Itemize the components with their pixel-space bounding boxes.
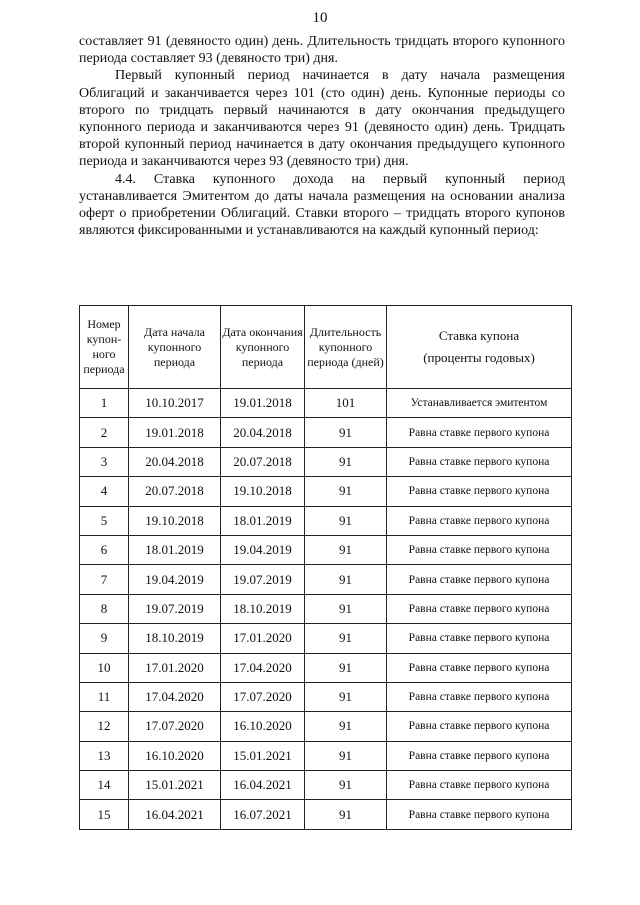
duration-cell: 91 (305, 477, 387, 506)
header-coupon-rate (387, 306, 572, 389)
coupon-rate-cell: Равна ставке первого купона (387, 741, 572, 770)
period-number-cell: 11 (80, 682, 129, 711)
start-date-cell: 16.04.2021 (129, 800, 221, 829)
start-date-cell: 16.10.2020 (129, 741, 221, 770)
period-number-cell: 10 (80, 653, 129, 682)
table-row (80, 712, 572, 741)
duration-cell: 91 (305, 418, 387, 447)
table-body (80, 389, 572, 830)
duration-cell: 91 (305, 565, 387, 594)
table-row (80, 771, 572, 800)
table-row (80, 535, 572, 564)
end-date-cell: 18.01.2019 (221, 506, 305, 535)
paragraph-coupon-rate: 4.4. Ставка купонного дохода на первый купонный период устанавливается Эмитентом до даты начала размещения на основании анализа оферт о приобретении Облигаций. Ставки второго – тридцать второго купонов являются фиксированными и устанавливаются на каждый купонный период: (79, 171, 565, 239)
header-duration: Длительность купонного периода (дней) (305, 306, 387, 389)
duration-cell: 91 (305, 712, 387, 741)
start-date-cell: 18.01.2019 (129, 535, 221, 564)
period-number-cell: 9 (80, 624, 129, 653)
duration-cell: 101 (305, 389, 387, 418)
table-row (80, 682, 572, 711)
end-date-cell: 18.10.2019 (221, 594, 305, 623)
coupon-rate-cell: Равна ставке первого купона (387, 771, 572, 800)
table-row (80, 565, 572, 594)
header-coupon-rate-unit: (проценты годовых) (423, 350, 535, 365)
duration-cell: 91 (305, 771, 387, 800)
start-date-cell: 20.07.2018 (129, 477, 221, 506)
header-period-number: Номер купон-ного периода (80, 306, 129, 389)
end-date-cell: 17.01.2020 (221, 624, 305, 653)
period-number-cell: 3 (80, 447, 129, 476)
start-date-cell: 19.04.2019 (129, 565, 221, 594)
duration-cell: 91 (305, 653, 387, 682)
coupon-rate-cell: Равна ставке первого купона (387, 565, 572, 594)
start-date-cell: 19.10.2018 (129, 506, 221, 535)
end-date-cell: 17.04.2020 (221, 653, 305, 682)
body-text (79, 33, 565, 239)
duration-cell: 91 (305, 535, 387, 564)
coupon-rate-cell: Устанавливается эмитентом (387, 389, 572, 418)
coupon-rate-cell: Равна ставке первого купона (387, 682, 572, 711)
paragraph-continuation: составляет 91 (девяносто один) день. Длительность тридцать второго купонного периода составляет 93 (девяносто три) дня. (79, 34, 565, 67)
end-date-cell: 16.07.2021 (221, 800, 305, 829)
start-date-cell: 10.10.2017 (129, 389, 221, 418)
coupon-rate-cell: Равна ставке первого купона (387, 712, 572, 741)
header-end-date: Дата окончания купонного периода (221, 306, 305, 389)
period-number-cell: 2 (80, 418, 129, 447)
period-number-cell: 8 (80, 594, 129, 623)
duration-cell: 91 (305, 447, 387, 476)
start-date-cell: 17.07.2020 (129, 712, 221, 741)
start-date-cell: 20.04.2018 (129, 447, 221, 476)
end-date-cell: 16.10.2020 (221, 712, 305, 741)
period-number-cell: 5 (80, 506, 129, 535)
start-date-cell: 19.07.2019 (129, 594, 221, 623)
coupon-rate-cell: Равна ставке первого купона (387, 447, 572, 476)
coupon-rate-cell: Равна ставке первого купона (387, 535, 572, 564)
coupon-schedule-table (79, 305, 572, 830)
start-date-cell: 19.01.2018 (129, 418, 221, 447)
table-row (80, 477, 572, 506)
duration-cell: 91 (305, 682, 387, 711)
end-date-cell: 16.04.2021 (221, 771, 305, 800)
period-number-cell: 6 (80, 535, 129, 564)
duration-cell: 91 (305, 800, 387, 829)
coupon-rate-cell: Равна ставке первого купона (387, 653, 572, 682)
period-number-cell: 15 (80, 800, 129, 829)
duration-cell: 91 (305, 624, 387, 653)
coupon-rate-cell: Равна ставке первого купона (387, 418, 572, 447)
table-row (80, 741, 572, 770)
end-date-cell: 20.04.2018 (221, 418, 305, 447)
end-date-cell: 17.07.2020 (221, 682, 305, 711)
table-row (80, 800, 572, 829)
table-row (80, 624, 572, 653)
page-number: 10 (312, 10, 328, 26)
period-number-cell: 4 (80, 477, 129, 506)
coupon-rate-cell: Равна ставке первого купона (387, 477, 572, 506)
header-coupon-rate-title: Ставка купона (438, 328, 520, 343)
paragraph-coupon-periods: Первый купонный период начинается в дату начала размещения Облигаций и заканчивается через 101 (сто один) день. Купонные периоды со второго по тридцать первый начинаются в дату окончания предыдущего купонного периода и заканчиваются через 91 (девяносто один) день. Тридцать второй купонный период начинается в дату окончания предыдущего купонного периода и заканчиваются через 93 (девяносто три) дня. (79, 68, 565, 170)
coupon-rate-cell: Равна ставке первого купона (387, 594, 572, 623)
table-row (80, 653, 572, 682)
period-number-cell: 7 (80, 565, 129, 594)
period-number-cell: 13 (80, 741, 129, 770)
table-row (80, 418, 572, 447)
end-date-cell: 19.04.2019 (221, 535, 305, 564)
end-date-cell: 15.01.2021 (221, 741, 305, 770)
coupon-rate-cell: Равна ставке первого купона (387, 800, 572, 829)
table-row (80, 506, 572, 535)
table-row (80, 389, 572, 418)
period-number-cell: 14 (80, 771, 129, 800)
start-date-cell: 17.04.2020 (129, 682, 221, 711)
end-date-cell: 20.07.2018 (221, 447, 305, 476)
table-row (80, 447, 572, 476)
period-number-cell: 12 (80, 712, 129, 741)
start-date-cell: 18.10.2019 (129, 624, 221, 653)
end-date-cell: 19.10.2018 (221, 477, 305, 506)
end-date-cell: 19.01.2018 (221, 389, 305, 418)
start-date-cell: 17.01.2020 (129, 653, 221, 682)
end-date-cell: 19.07.2019 (221, 565, 305, 594)
duration-cell: 91 (305, 594, 387, 623)
coupon-rate-cell: Равна ставке первого купона (387, 624, 572, 653)
header-start-date: Дата начала купонного периода (129, 306, 221, 389)
start-date-cell: 15.01.2021 (129, 771, 221, 800)
table-row (80, 594, 572, 623)
duration-cell: 91 (305, 506, 387, 535)
duration-cell: 91 (305, 741, 387, 770)
table-header-row (80, 306, 572, 389)
period-number-cell: 1 (80, 389, 129, 418)
coupon-rate-cell: Равна ставке первого купона (387, 506, 572, 535)
